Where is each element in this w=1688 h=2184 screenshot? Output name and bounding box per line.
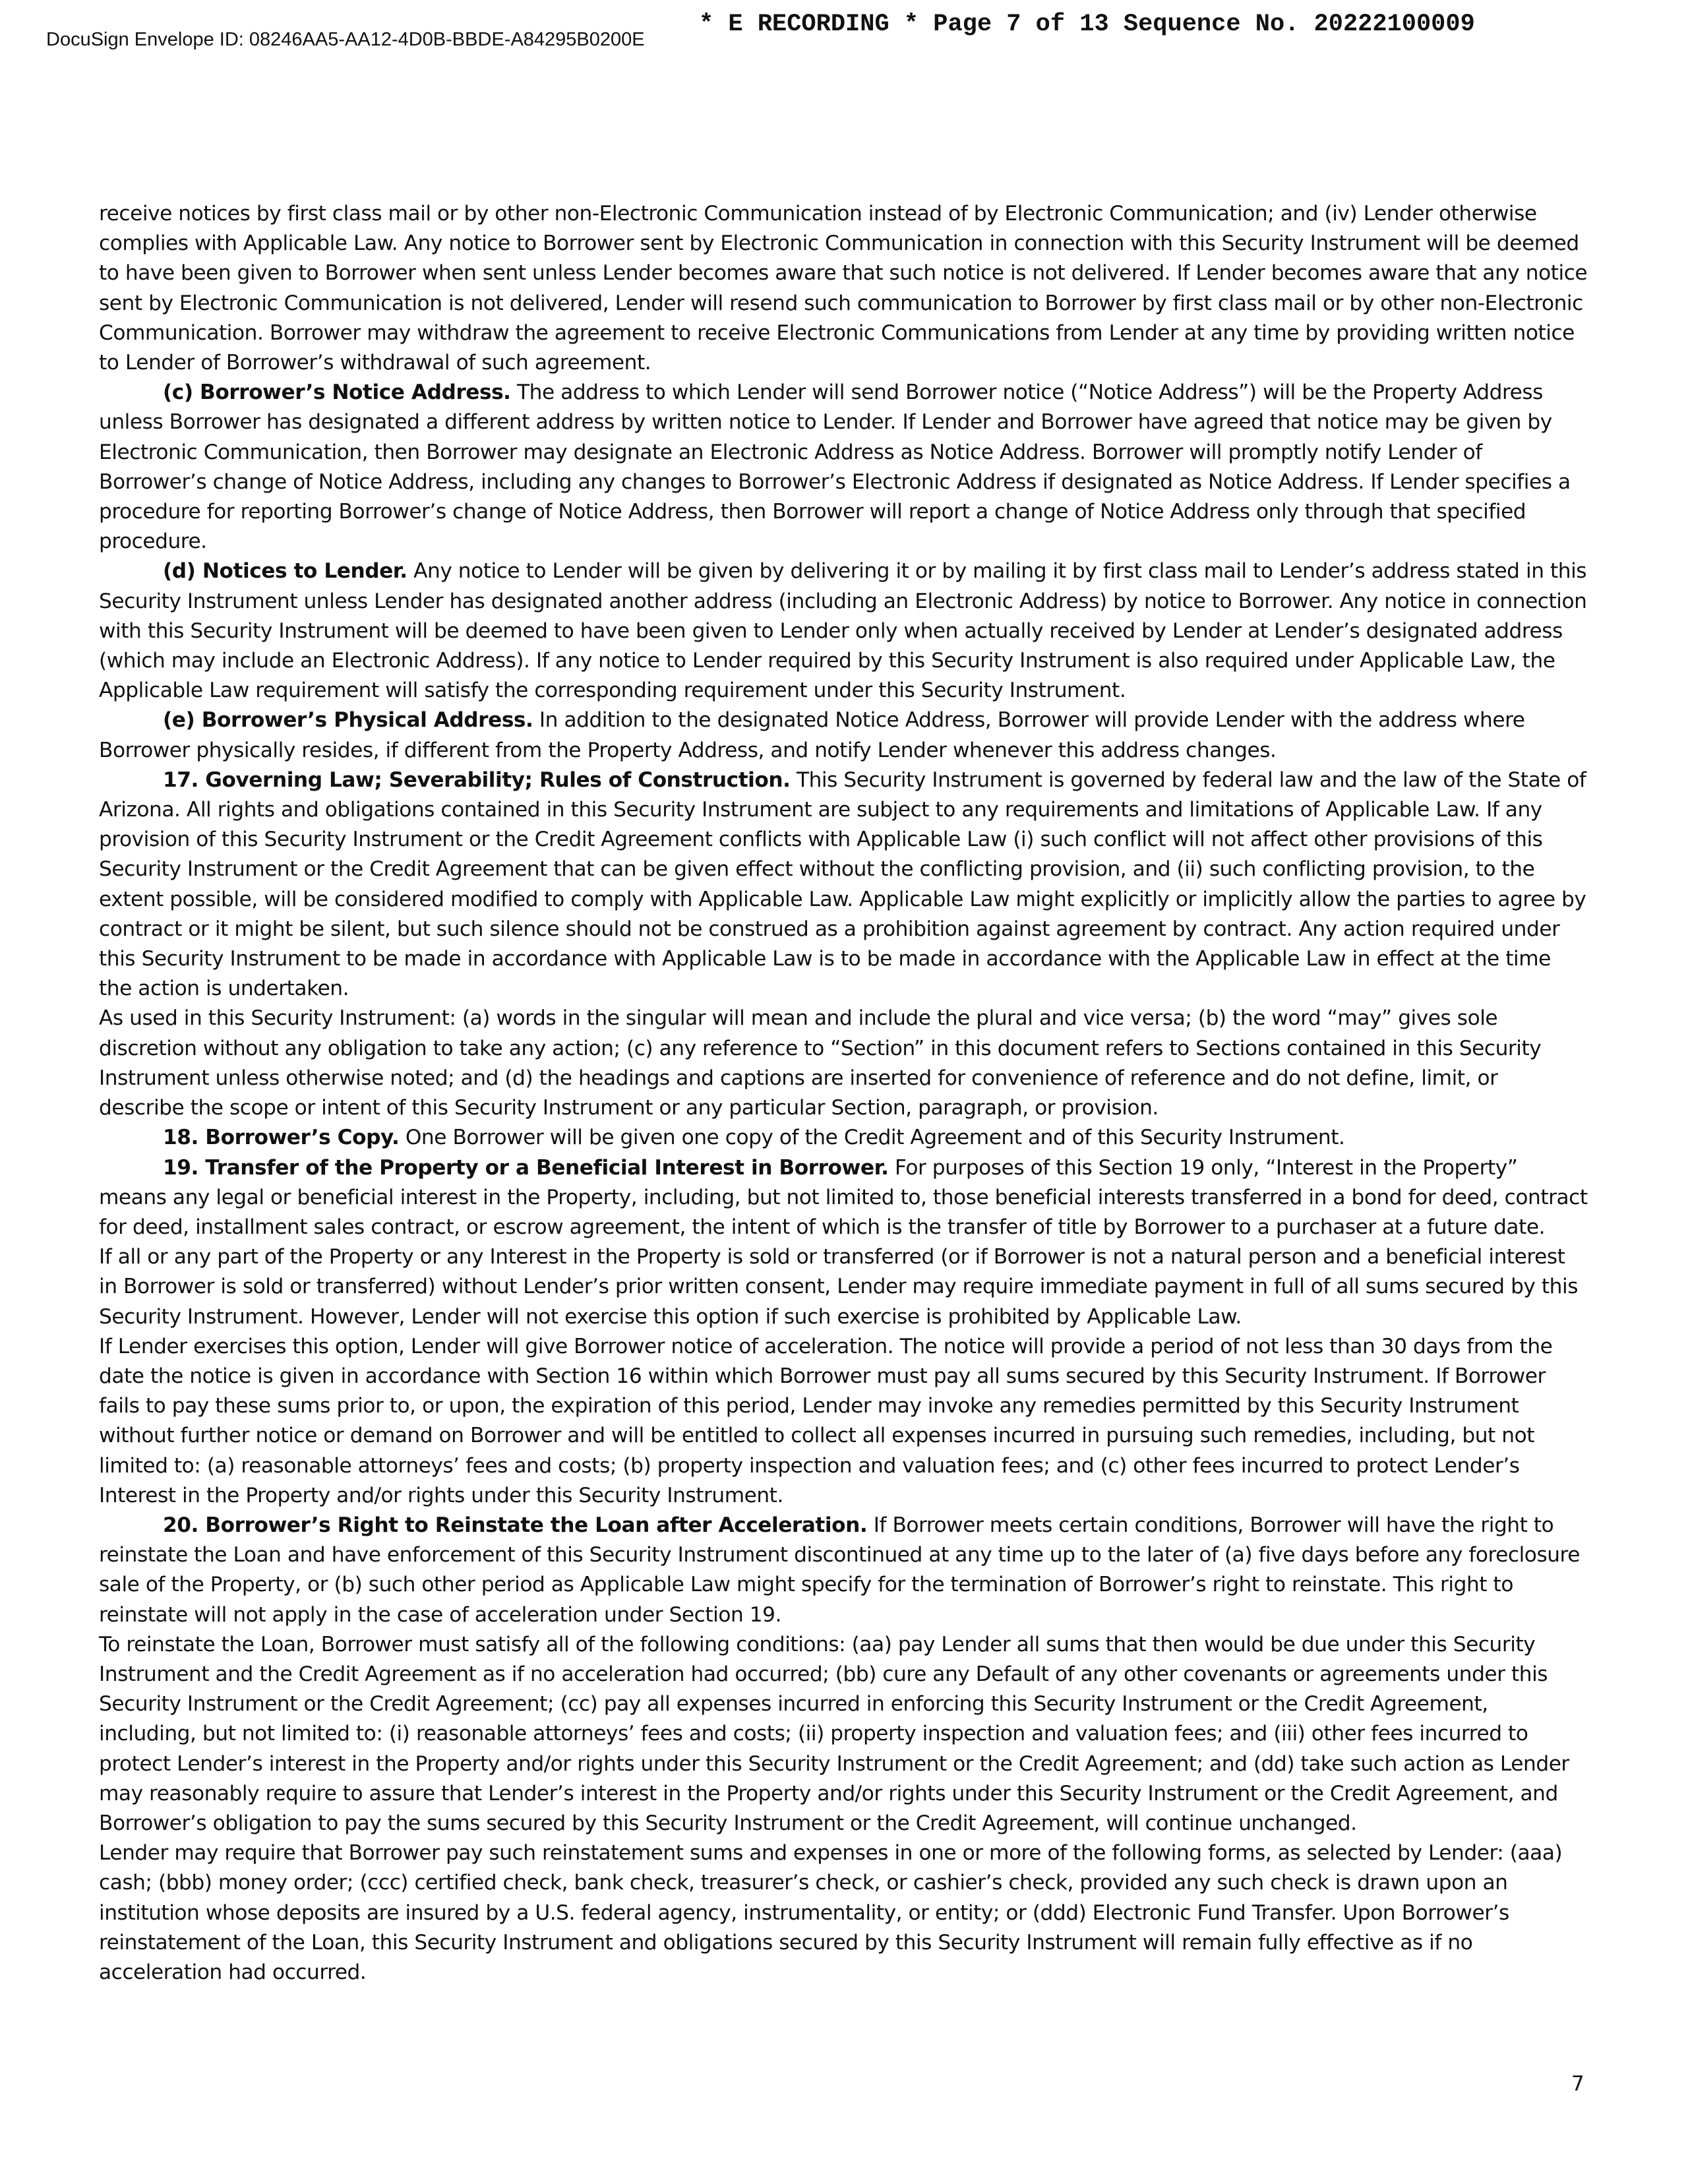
paragraph-text: This Security Instrument is governed by federal law and the law of the State of Arizona. All rights and obligations contained in this Security Instrument are subject to any requirements and limitations of Applicable Law. If any provision of this Security Instrument or the Credit Agreement conflicts with Applicable Law (i) such conflict will not affect other provisions of this Security Instrument or the Credit Agreement that can be given effect without the conflicting provision, and (ii) such conflicting provision, to the extent possible, will be considered modified to comply with Applicable Law. Applicable Law might explicitly or implicitly allow the parties to agree by contract or it might be silent, but such silence should not be construed as a prohibition against agreement by contract. Any action required under this Security Instrument to be made in accordance with Applicable Law is to be made in accordance with the Applicable Law in effect at the time the action is undertaken. (99, 768, 1586, 1001)
paragraph (99, 378, 1589, 557)
paragraph (99, 766, 1589, 1004)
document-body (99, 199, 1589, 1987)
paragraph-text: To reinstate the Loan, Borrower must satisfy all of the following conditions: (aa) pay Lender all sums that then would be due under this Security Instrument and the Credit Agreement as if no acceleration had occurred; (bb) cure any Default of any other covenants or agreements under this Security Instrument or the Credit Agreement; (cc) pay all expenses incurred in enforcing this Security Instrument or the Credit Agreement, including, but not limited to: (i) reasonable attorneys’ fees and costs; (ii) property inspection and valuation fees; and (iii) other fees incurred to protect Lender’s interest in the Property and/or rights under this Security Instrument or the Credit Agreement; and (dd) take such action as Lender may reasonably require to assure that Lender’s interest in the Property and/or rights under this Security Instrument or the Credit Agreement, and Borrower’s obligation to pay the sums secured by this Security Instrument or the Credit Agreement, will continue unchanged. (99, 1632, 1569, 1835)
paragraph (99, 1242, 1589, 1332)
paragraph-text: As used in this Security Instrument: (a) words in the singular will mean and include the plural and vice versa; (b) the word “may” gives sole discretion without any obligation to take any action; (c) any reference to “Section” in this document refers to Sections contained in this Security Instrument unless otherwise noted; and (d) the headings and captions are inserted for convenience of reference and do not define, limit, or describe the scope or intent of this Security Instrument or any particular Section, paragraph, or provision. (99, 1006, 1542, 1120)
paragraph-heading: 19. Transfer of the Property or a Beneficial Interest in Borrower. (163, 1155, 889, 1180)
paragraph (99, 1004, 1589, 1123)
paragraph (99, 1123, 1589, 1153)
paragraph (99, 1838, 1589, 1987)
paragraph-text: For purposes of this Section 19 only, “Interest in the Property” means any legal or beneficial interest in the Property, including, but not limited to, those beneficial interests transferred in a bond for deed, contract for deed, installment sales contract, or escrow agreement, the intent of which is the transfer of title by Borrower to a purchaser at a future date. (99, 1155, 1588, 1239)
paragraph-heading: (c) Borrower’s Notice Address. (163, 380, 511, 405)
paragraph-heading: (d) Notices to Lender. (163, 559, 407, 584)
paragraph-heading: 20. Borrower’s Right to Reinstate the Loan after Acceleration. (163, 1513, 868, 1537)
docusign-envelope-id: DocuSign Envelope ID: 08246AA5-AA12-4D0B-BBDE-A84295B0200E (46, 29, 645, 50)
paragraph-text: If Borrower meets certain conditions, Borrower will have the right to reinstate the Loan and have enforcement of this Security Instrument discontinued at any time up to the later of (a) five days before any foreclosure sale of the Property, or (b) such other period as Applicable Law might specify for the termination of Borrower’s right to reinstate. This right to reinstate will not apply in the case of acceleration under Section 19. (99, 1513, 1580, 1627)
paragraph-text: In addition to the designated Notice Address, Borrower will provide Lender with the address where Borrower physically resides, if different from the Property Address, and notify Lender whenever this address changes. (99, 708, 1525, 762)
paragraph (99, 199, 1589, 378)
paragraph (99, 706, 1589, 765)
paragraph-heading: 17. Governing Law; Severability; Rules of Construction. (163, 768, 791, 792)
paragraph-text: If Lender exercises this option, Lender will give Borrower notice of acceleration. The notice will provide a period of not less than 30 days from the date the notice is given in accordance with Section 16 within which Borrower must pay all sums secured by this Security Instrument. If Borrower fails to pay these sums prior to, or upon, the expiration of this period, Lender may invoke any remedies permitted by this Security Instrument without further notice or demand on Borrower and will be entitled to collect all expenses incurred in pursuing such remedies, including, but not limited to: (a) reasonable attorneys’ fees and costs; (b) property inspection and valuation fees; and (c) other fees incurred to protect Lender’s Interest in the Property and/or rights under this Security Instrument. (99, 1334, 1553, 1507)
page-number: 7 (1571, 2072, 1584, 2096)
paragraph-heading: 18. Borrower’s Copy. (163, 1126, 400, 1150)
paragraph-heading: (e) Borrower’s Physical Address. (163, 708, 533, 733)
paragraph (99, 1153, 1589, 1243)
paragraph-text: Any notice to Lender will be given by delivering it or by mailing it by first class mail to Lender’s address stated in this Security Instrument unless Lender has designated another address (including an Electronic Address) by notice to Borrower. Any notice in connection with this Security Instrument will be deemed to have been given to Lender only when actually received by Lender at Lender’s designated address (which may include an Electronic Address). If any notice to Lender required by this Security Instrument is also required under Applicable Law, the Applicable Law requirement will satisfy the corresponding requirement under this Security Instrument. (99, 559, 1587, 703)
paragraph (99, 1332, 1589, 1511)
paragraph (99, 557, 1589, 706)
paragraph-text: If all or any part of the Property or any Interest in the Property is sold or transferred (or if Borrower is not a natural person and a beneficial interest in Borrower is sold or transferred) without Lender’s prior written consent, Lender may require immediate payment in full of all sums secured by this Security Instrument. However, Lender will not exercise this option if such exercise is prohibited by Applicable Law. (99, 1245, 1578, 1329)
paragraph-text: Lender may require that Borrower pay such reinstatement sums and expenses in one or more of the following forms, as selected by Lender: (aaa) cash; (bbb) money order; (ccc) certified check, bank check, treasurer’s check, or cashier’s check, provided any such check is drawn upon an institution whose deposits are insured by a U.S. federal agency, instrumentality, or entity; or (ddd) Electronic Fund Transfer. Upon Borrower’s reinstatement of the Loan, this Security Instrument and obligations secured by this Security Instrument will remain fully effective as if no acceleration had occurred. (99, 1841, 1563, 1984)
paragraph-text: One Borrower will be given one copy of the Credit Agreement and of this Security Instrument. (399, 1126, 1345, 1150)
recording-stamp: * E RECORDING * Page 7 of 13 Sequence No. 20222100009 (699, 11, 1475, 38)
paragraph-text: receive notices by first class mail or by other non-Electronic Communication instead of by Electronic Communication; and (iv) Lender otherwise complies with Applicable Law. Any notice to Borrower sent by Electronic Communication in connection with this Security Instrument will be deemed to have been given to Borrower when sent unless Lender becomes aware that such notice is not delivered. If Lender becomes aware that any notice sent by Electronic Communication is not delivered, Lender will resend such communication to Borrower by first class mail or by other non-Electronic Communication. Borrower may withdraw the agreement to receive Electronic Communications from Lender at any time by providing written notice to Lender of Borrower’s withdrawal of such agreement. (99, 202, 1588, 375)
paragraph-text: The address to which Lender will send Borrower notice (“Notice Address”) will be the Property Address unless Borrower has designated a different address by written notice to Lender. If Lender and Borrower have agreed that notice may be given by Electronic Communication, then Borrower may designate an Electronic Address as Notice Address. Borrower will promptly notify Lender of Borrower’s change of Notice Address, including any changes to Borrower’s Electronic Address if designated as Notice Address. If Lender specifies a procedure for reporting Borrower’s change of Notice Address, then Borrower will report a change of Notice Address only through that specified procedure. (99, 380, 1571, 554)
paragraph (99, 1511, 1589, 1630)
paragraph (99, 1630, 1589, 1838)
